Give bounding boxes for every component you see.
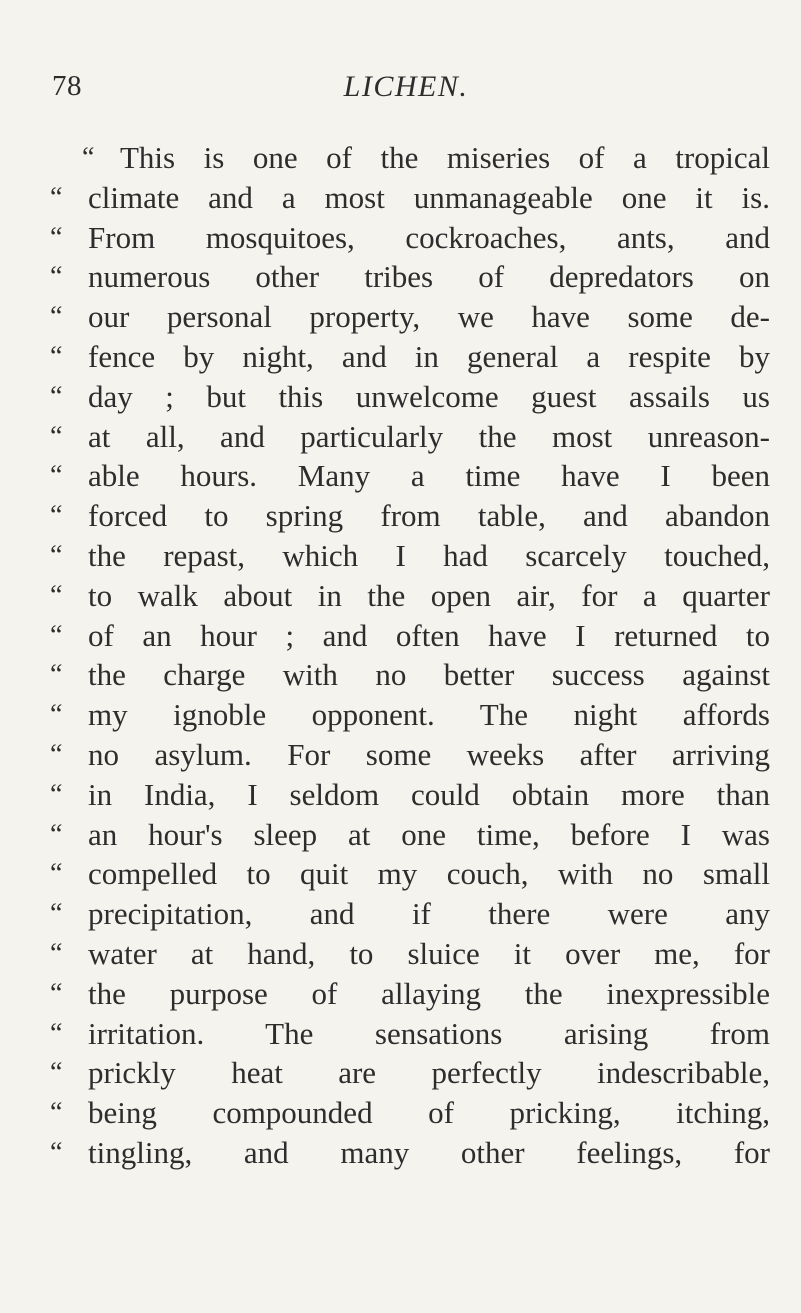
line-text: being compounded of pricking, itching, xyxy=(88,1095,770,1131)
line-text: my ignoble opponent. The night affords xyxy=(88,697,770,733)
text-line xyxy=(50,417,770,457)
text-line xyxy=(50,775,770,815)
text-line xyxy=(50,218,770,258)
quote-mark: “ xyxy=(50,1057,63,1089)
quote-mark: “ xyxy=(50,340,63,372)
line-text: of an hour ; and often have I returned to xyxy=(88,617,770,653)
quote-mark: “ xyxy=(50,1097,63,1129)
line-text: no asylum. For some weeks after arriving xyxy=(88,736,770,772)
quote-mark: “ xyxy=(50,858,63,890)
text-line xyxy=(50,1093,770,1133)
quote-mark: “ xyxy=(50,261,63,293)
quote-mark: “ xyxy=(50,898,63,930)
line-text: From mosquitoes, cockroaches, ants, and xyxy=(88,219,770,255)
quote-mark: “ xyxy=(50,539,63,571)
line-text: an hour's sleep at one time, before I was xyxy=(88,816,770,852)
text-line xyxy=(50,576,770,616)
line-text: climate and a most unmanageable one it is. xyxy=(88,179,770,215)
quote-mark: “ xyxy=(50,181,63,213)
quote-mark: “ xyxy=(50,1136,63,1168)
text-line xyxy=(50,297,770,337)
text-line xyxy=(50,695,770,735)
line-text: to walk about in the open air, for a quarter xyxy=(88,577,770,613)
text-line xyxy=(50,456,770,496)
text-line xyxy=(50,138,770,178)
line-text: day ; but this unwelcome guest assails us xyxy=(88,378,770,414)
text-line xyxy=(50,616,770,656)
page-header xyxy=(52,70,760,110)
quote-mark: “ xyxy=(50,1017,63,1049)
quote-mark: “ xyxy=(82,142,95,173)
text-line xyxy=(50,377,770,417)
quote-mark: “ xyxy=(50,778,63,810)
text-line xyxy=(50,655,770,695)
line-text: in India, I seldom could obtain more than xyxy=(88,776,770,812)
text-line xyxy=(50,536,770,576)
text-line xyxy=(50,974,770,1014)
line-text: This is one of the miseries of a tropical xyxy=(120,140,770,175)
text-line xyxy=(50,934,770,974)
quote-mark: “ xyxy=(50,937,63,969)
line-text: numerous other tribes of depredators on xyxy=(88,259,770,295)
quote-mark: “ xyxy=(50,500,63,532)
line-text: able hours. Many a time have I been xyxy=(88,458,770,494)
text-line xyxy=(50,178,770,218)
running-head: LICHEN. xyxy=(343,70,469,103)
text-line xyxy=(50,735,770,775)
line-text: our personal property, we have some de- xyxy=(88,299,770,335)
line-text: irritation. The sensations arising from xyxy=(88,1015,770,1051)
line-text: prickly heat are perfectly indescribable, xyxy=(88,1055,770,1091)
line-text: tingling, and many other feelings, for xyxy=(88,1134,770,1170)
quote-mark: “ xyxy=(50,460,63,492)
quote-mark: “ xyxy=(50,301,63,333)
text-line xyxy=(50,815,770,855)
quote-mark: “ xyxy=(50,380,63,412)
line-text: the charge with no better success against xyxy=(88,657,770,693)
text-line xyxy=(50,337,770,377)
text-line xyxy=(50,894,770,934)
text-line xyxy=(50,1053,770,1093)
quote-mark: “ xyxy=(50,818,63,850)
line-text: fence by night, and in general a respite by xyxy=(88,338,770,374)
quote-mark: “ xyxy=(50,420,63,452)
quote-mark: “ xyxy=(50,659,63,691)
quote-mark: “ xyxy=(50,221,63,253)
quote-mark: “ xyxy=(50,699,63,731)
quote-mark: “ xyxy=(50,977,63,1009)
text-line xyxy=(50,854,770,894)
line-text: precipitation, and if there were any xyxy=(88,896,770,932)
body-text xyxy=(50,138,770,1173)
text-line xyxy=(50,257,770,297)
quote-mark: “ xyxy=(50,579,63,611)
quote-mark: “ xyxy=(50,619,63,651)
text-line xyxy=(50,1133,770,1173)
line-text: water at hand, to sluice it over me, for xyxy=(88,935,770,971)
text-line xyxy=(50,1014,770,1054)
line-text: forced to spring from table, and abandon xyxy=(88,498,770,534)
text-line xyxy=(50,496,770,536)
quote-mark: “ xyxy=(50,738,63,770)
page-number: 78 xyxy=(52,70,82,102)
line-text: compelled to quit my couch, with no small xyxy=(88,856,770,892)
line-text: at all, and particularly the most unreason- xyxy=(88,418,770,454)
line-text: the purpose of allaying the inexpressible xyxy=(88,975,770,1011)
line-text: the repast, which I had scarcely touched, xyxy=(88,537,770,573)
